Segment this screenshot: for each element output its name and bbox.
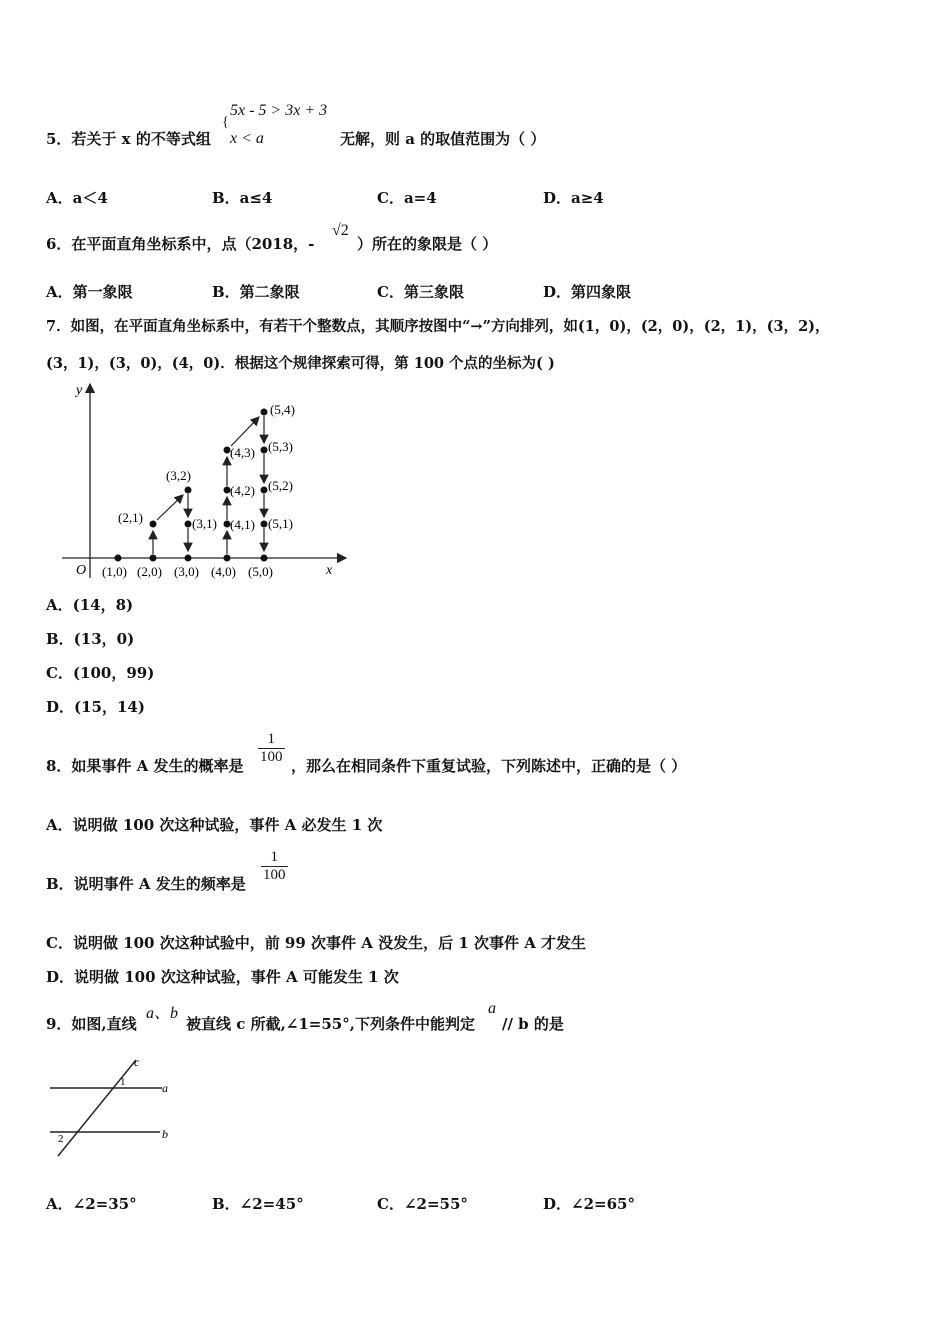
q7-xlabel-5: (5,0) xyxy=(248,564,273,579)
q7-point-5-4 xyxy=(261,409,268,416)
q7-x-label: x xyxy=(326,563,333,578)
q8-option-b-denominator: 100 xyxy=(263,867,286,883)
q9-prefix: 9．如图,直线 xyxy=(46,1015,137,1033)
q8-option-b: B．说明事件 A 发生的频率是 xyxy=(46,875,246,893)
q7-arrow-4-diag xyxy=(231,417,259,446)
q7-point-3-1 xyxy=(185,521,192,528)
q8-option-b-fraction xyxy=(261,849,288,884)
q6-sqrt: √2 xyxy=(332,222,349,239)
q7-label-3-1: (3,1) xyxy=(192,516,217,531)
q5-option-b: B．a≤4 xyxy=(212,189,273,207)
q7-label-3-2: (3,2) xyxy=(166,468,191,483)
q7-option-c: C．(100，99) xyxy=(46,664,155,682)
q7-point-1-0 xyxy=(115,555,122,562)
q6-option-b: B．第二象限 xyxy=(212,283,300,301)
q7-xlabel-1: (1,0) xyxy=(102,564,127,579)
q7-point-4-0 xyxy=(224,555,231,562)
q7-point-2-1 xyxy=(150,521,157,528)
q6-option-d: D．第四象限 xyxy=(543,283,632,301)
q9-middle: 被直线 c 所截,∠1=55°,下列条件中能判定 xyxy=(186,1015,475,1033)
q7-xlabel-3: (3,0) xyxy=(174,564,199,579)
q8-prefix: 8．如果事件 A 发生的概率是 xyxy=(46,757,244,775)
q7-lattice-figure xyxy=(56,378,356,583)
q9-line-a: a xyxy=(488,1000,496,1017)
q5-brace: { xyxy=(222,115,229,130)
q9-option-c: C．∠2=55° xyxy=(377,1195,468,1213)
q5-suffix: 无解，则 a 的取值范围为（ ） xyxy=(340,130,546,148)
q7-label-4-1: (4,1) xyxy=(230,517,255,532)
q9-label-angle-2: 2 xyxy=(58,1133,64,1145)
q7-label-4-2: (4,2) xyxy=(230,483,255,498)
q7-arrow-2-diag xyxy=(157,495,183,520)
q7-point-5-1 xyxy=(261,521,268,528)
q9-option-b: B．∠2=45° xyxy=(212,1195,304,1213)
q8-option-a: A．说明做 100 次这种试验，事件 A 必发生 1 次 xyxy=(46,816,383,834)
q7-label-5-2: (5,2) xyxy=(268,478,293,493)
q5-inequality-2: x < a xyxy=(230,130,264,147)
q8-fraction-denominator: 100 xyxy=(260,749,283,765)
q7-point-2-0 xyxy=(150,555,157,562)
q9-label-a: a xyxy=(162,1081,168,1095)
q9-suffix: // b 的是 xyxy=(502,1015,564,1033)
q7-point-3-2 xyxy=(185,487,192,494)
q7-line-2: (3，1)，(3，0)，(4，0)．根据这个规律探索可得，第 100 个点的坐标为( ) xyxy=(46,355,555,372)
q5-option-d: D．a≥4 xyxy=(543,189,604,207)
q5-option-c: C．a=4 xyxy=(377,189,437,207)
q6-option-a: A．第一象限 xyxy=(46,283,133,301)
q7-label-5-4: (5,4) xyxy=(270,402,295,417)
q7-y-label: y xyxy=(76,383,83,398)
q7-label-4-3: (4,3) xyxy=(230,445,255,460)
q7-label-5-3: (5,3) xyxy=(268,439,293,454)
q7-origin-label: O xyxy=(76,563,87,578)
q7-point-5-0 xyxy=(261,555,268,562)
q9-label-b: b xyxy=(162,1127,168,1141)
q9-lines-ab: a、b xyxy=(146,1005,179,1022)
q6-prefix: 6．在平面直角坐标系中，点（2018，- xyxy=(46,235,315,253)
q9-option-a: A．∠2=35° xyxy=(46,1195,137,1213)
q5-option-a: A．a＜4 xyxy=(46,189,108,207)
q7-option-b: B．(13，0) xyxy=(46,630,135,648)
q9-transversal-figure xyxy=(44,1052,184,1162)
q5-inequality-1: 5x - 5 > 3x + 3 xyxy=(230,102,328,119)
q7-option-d: D．(15，14) xyxy=(46,698,145,716)
q5-prefix: 5．若关于 x 的不等式组 xyxy=(46,130,211,148)
q9-line-c-stroke xyxy=(58,1060,136,1156)
q7-xlabel-4: (4,0) xyxy=(211,564,236,579)
q7-option-a: A．(14，8) xyxy=(46,596,134,614)
q8-fraction-numerator: 1 xyxy=(258,731,285,749)
q6-option-c: C．第三象限 xyxy=(377,283,464,301)
q9-option-d: D．∠2=65° xyxy=(543,1195,635,1213)
q8-suffix: ，那么在相同条件下重复试验，下列陈述中，正确的是（ ） xyxy=(291,757,687,775)
q8-option-b-numerator: 1 xyxy=(261,849,288,867)
q7-xlabel-2: (2,0) xyxy=(137,564,162,579)
q7-point-5-2 xyxy=(261,487,268,494)
q9-label-c: c xyxy=(134,1055,140,1069)
q7-point-3-0 xyxy=(185,555,192,562)
q6-suffix: ）所在的象限是（ ） xyxy=(357,235,498,253)
q8-option-d: D．说明做 100 次这种试验，事件 A 可能发生 1 次 xyxy=(46,968,399,986)
q7-line-1: 7．如图，在平面直角坐标系中，有若干个整数点，其顺序按图中“→”方向排列，如(1，0)，(2，0)，(2，1)，(3，2)， xyxy=(46,318,830,335)
q8-fraction xyxy=(258,731,285,766)
q7-label-2-1: (2,1) xyxy=(118,510,143,525)
q7-point-5-3 xyxy=(261,447,268,454)
q8-option-c: C．说明做 100 次这种试验中，前 99 次事件 A 没发生，后 1 次事件 A 才发生 xyxy=(46,934,587,952)
q9-label-angle-1: 1 xyxy=(120,1076,126,1088)
q7-label-5-1: (5,1) xyxy=(268,516,293,531)
